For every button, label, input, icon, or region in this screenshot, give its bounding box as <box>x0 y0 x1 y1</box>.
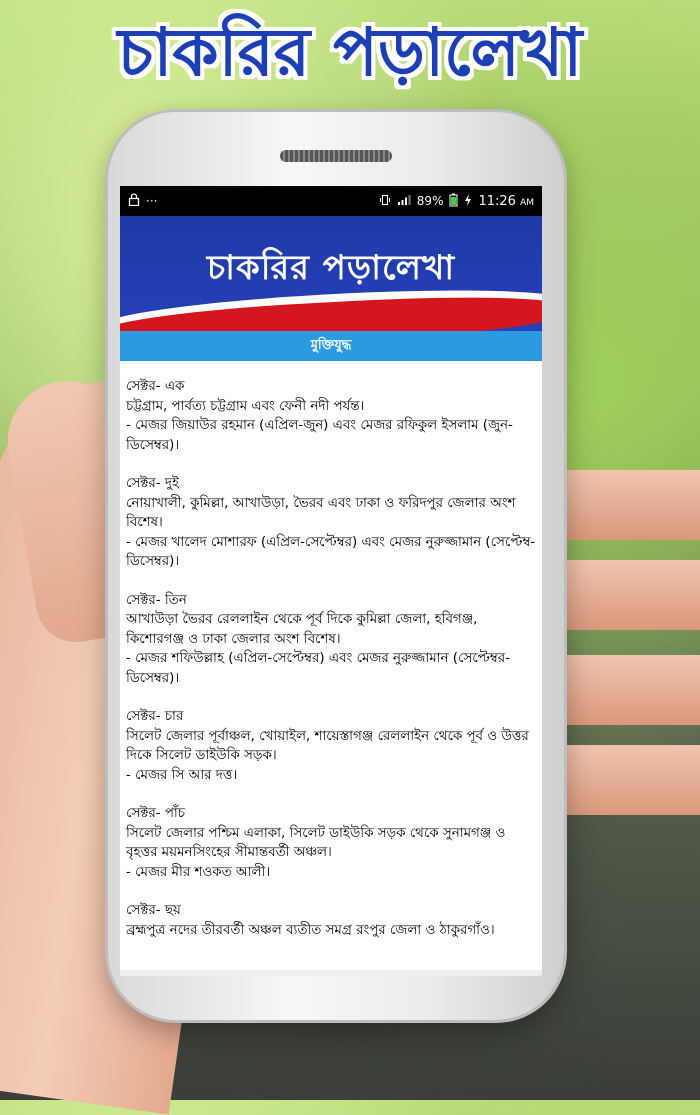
sector-heading: সেক্টর- ছয় <box>126 903 181 918</box>
dots-icon: ··· <box>146 194 158 208</box>
sector-area: সিলেট জেলার পূর্বাঞ্চল, খোয়াইল, শায়েস্তাগঞ্জ রেললাইন থেকে পূর্ব ও উত্তর দিকে সিলেট ডাইউকি সড়ক। <box>126 728 529 763</box>
sector-block <box>126 377 536 455</box>
sector-block <box>126 804 536 882</box>
phone-speaker <box>280 150 392 162</box>
sector-commander: - মেজর খালেদ মোশারফ (এপ্রিল-সেপ্টেম্বর) এবং মেজর নুরুজ্জামান (সেপ্টেম্ব-ডিসেম্বর)। <box>126 534 536 569</box>
sector-block <box>126 591 536 689</box>
clock <box>478 194 534 209</box>
sector-heading: সেক্টর- এক <box>126 379 185 394</box>
promo-title: চাকরির পড়ালেখা <box>117 14 583 91</box>
battery-icon <box>449 193 458 210</box>
sector-block <box>126 707 536 785</box>
sector-area: নোয়াখালী, কুমিল্লা, আখাউড়া, ভৈরব এবং ঢাকা ও ফরিদপুর জেলার অংশ বিশেষ। <box>126 495 516 530</box>
sector-commander: - মেজর শফিউল্লাহ (এপ্রিল-সেপ্টেম্বর) এবং মেজর নুরুজ্জামান (সেপ্টেম্বর-ডিসেম্বর)। <box>126 651 510 686</box>
signal-icon <box>397 194 411 209</box>
sector-area: ব্রহ্মপুত্র নদের তীরবর্তী অঞ্চল ব্যতীত সমগ্র রংপুর জেলা ও ঠাকুরগাঁও। <box>126 922 495 938</box>
clock-ampm: AM <box>520 197 534 208</box>
sector-heading: সেক্টর- তিন <box>126 592 187 608</box>
sector-heading: সেক্টর- দুই <box>126 476 179 491</box>
sector-area: আখাউড়া ভৈরব রেললাইন থেকে পূর্ব দিকে কুমিল্লা জেলা, হবিগঞ্জ, কিশোরগঞ্জ ও ঢাকা জেলার অংশ বিশেষ। <box>126 612 478 647</box>
app-title: চাকরির পড়ালেখা <box>206 248 456 288</box>
article-content[interactable] <box>120 361 542 940</box>
sector-area: চট্টগ্রাম, পার্বত্য চট্টগ্রাম এবং ফেনী নদী পর্যন্ত। <box>126 398 365 414</box>
sector-area: সিলেট জেলার পশ্চিম এলাকা, সিলেট ডাইউকি সড়ক থেকে সুনামগঞ্জ ও বৃহত্তর ময়মনসিংহের সীমান্তবর্তী অঞ্চল। <box>126 825 506 860</box>
clock-time: 11:26 <box>478 193 516 209</box>
sector-commander: - মেজর জিয়াউর রহমান (এপ্রিল-জুন) এবং মেজর রফিকুল ইসলাম (জুন-ডিসেম্বর)। <box>126 418 513 453</box>
status-bar <box>120 186 542 216</box>
section-title: মুক্তিযুদ্ধ <box>120 331 542 361</box>
sector-commander: - মেজর সি আর দত্ত। <box>126 767 238 783</box>
sector-block <box>126 474 536 572</box>
sector-heading: সেক্টর- চার <box>126 709 184 724</box>
sector-commander: - মেজর মীর শওকত আলী। <box>126 864 271 880</box>
battery-percent: 89% <box>416 194 444 208</box>
phone-screen <box>120 186 542 976</box>
sector-block <box>126 901 536 940</box>
charging-icon <box>464 194 472 209</box>
lock-icon <box>128 193 140 209</box>
vibrate-icon <box>379 194 391 209</box>
screen-bottom-edge <box>120 970 542 976</box>
sector-heading: সেক্টর- পাঁচ <box>126 806 186 821</box>
app-banner <box>120 216 542 331</box>
